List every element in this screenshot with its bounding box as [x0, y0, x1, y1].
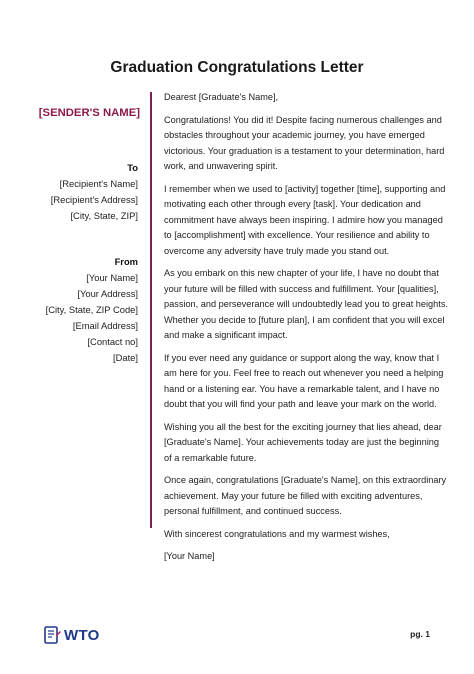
letter-paragraph: Congratulations! You did it! Despite facing numerous challenges and obstacles throughout your academic journey, you have emerged victorious. Your graduation is a testament to your determination, hard work, and unwavering spirit.	[164, 114, 445, 171]
recipient-address: [Recipient's Address]	[50, 194, 138, 205]
vertical-divider	[150, 92, 152, 528]
to-heading: To	[127, 162, 138, 173]
recipient-city: [City, State, ZIP]	[70, 210, 138, 221]
from-heading: From	[114, 256, 138, 267]
letter-closing: With sincerest congratulations and my warmest wishes,	[164, 528, 390, 539]
letter-paragraph: Wishing you all the best for the exciting journey that lies ahead, dear [Graduate's Name]. Your achievements today are just the beginning of a remarkable future.	[164, 421, 442, 463]
sender-line-contact: [Contact no]	[87, 336, 138, 347]
document-icon	[42, 625, 62, 645]
letter-greeting: Dearest [Graduate's Name],	[164, 92, 279, 102]
letter-paragraph: Once again, congratulations [Graduate's Name], on this extraordinary achievement. May your future be filled with exciting adventures, personal fulfillment, and continued success.	[164, 475, 447, 516]
sender-block	[30, 254, 138, 366]
logo-text: WTO	[64, 626, 100, 644]
recipient-block	[30, 160, 138, 224]
letter-paragraph: If you ever need any guidance or support along the way, know that I am here for you. Feel free to reach out whenever you need a helping hand or a listening ear. You have a remarkable talent, and I have no doubt that you will find your path and leave your mark on the world.	[164, 352, 444, 409]
sender-name: [SENDER'S NAME]	[38, 107, 140, 119]
sender-line-name: [Your Name]	[86, 272, 138, 283]
footer-logo	[42, 625, 100, 645]
sender-line-email: [Email Address]	[72, 320, 138, 331]
recipient-name: [Recipient's Name]	[59, 178, 138, 189]
page-number: pg. 1	[410, 629, 430, 639]
letter-body	[164, 90, 448, 572]
letter-paragraph: I remember when we used to [activity] together [time], supporting and motivating each other through every [task]. Your dedication and commitment have always been inspiring. I admire how you managed to [accomplishment] with excellence. Your resilience and ability to overcome any adversity have truly made you stand out.	[164, 183, 446, 256]
document-title: Graduation Congratulations Letter	[110, 59, 364, 76]
sender-line-date: [Date]	[112, 352, 138, 363]
sender-line-address: [Your Address]	[77, 288, 138, 299]
letter-paragraph: As you embark on this new chapter of your life, I have no doubt that your future will be filled with success and fulfillment. Your [qualities], passion, and perseverance will undoubtedly lead you to great heights. Whether you decide to [future plan], I am confident that you will excel and make a significant impact.	[164, 268, 448, 340]
letter-signature: [Your Name]	[164, 551, 215, 561]
sender-line-city: [City, State, ZIP Code]	[45, 304, 138, 315]
